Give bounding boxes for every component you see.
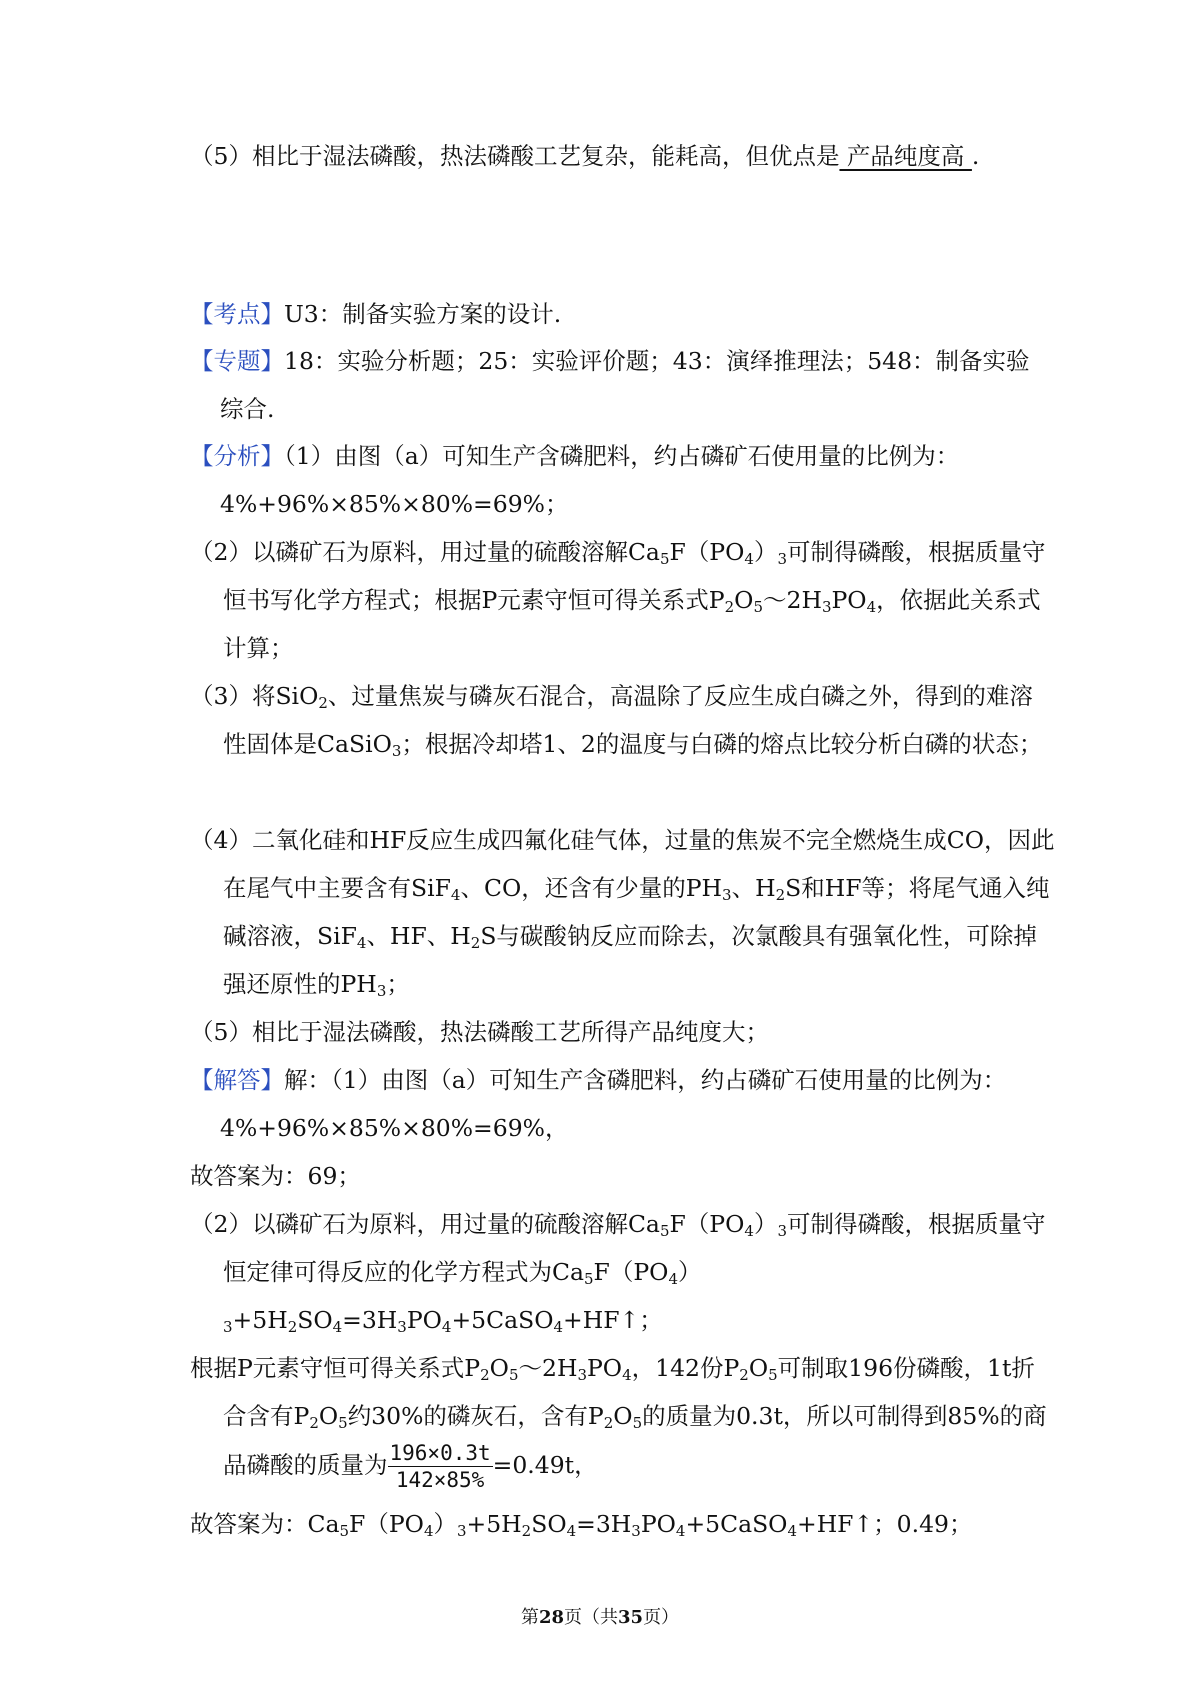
jieda-p3: 根据P元素守恒可得关系式$P_2O_5\sim 2H_3PO_4$，142份$P_2O_5$可制取196份磷酸，1t折合含有$P_2O_5$约30%的磷灰石，含有$P_2O_5$的质量为0.3t，所以可制得到85%的商品磷酸的质量为 $\frac{196\times 0.3t}{142\times 85\%}$ =0.49t， xyxy=(190,1354,1047,1492)
fenxi-p4: （4）二氧化硅和HF反应生成四氟化硅气体，过量的焦炭不完全燃烧生成CO，因此在尾气中主要含有SiF$_4$、CO，还含有少量的$PH_3$、$H_2S$和HF等；将尾气通入纯碱溶液，SiF$_4$、HF、$H_2S$与碳酸钠反应而除去，次氯酸具有强氧化性，可除掉强还原性的$PH_3$； xyxy=(190,826,1055,1000)
fenxi-p2: （2）以磷矿石为原料，用过量的硫酸溶解$Ca_5F(PO_4)_3$可制得磷酸，根据质量守恒书写化学方程式；根据P元素守恒可得关系式$P_2O_5\sim 2H_3PO_4$，依据此关系式计算； xyxy=(190,538,1046,662)
kaodian-tag: 【考点】 xyxy=(190,300,284,328)
jieda-p1: 【解答】解：（1）由图（a）可知生产含磷肥料，约占磷矿石使用量的比例为：4%+96%×85%×80%=69%， xyxy=(190,1066,1007,1142)
jieda-p2: （2）以磷矿石为原料，用过量的硫酸溶解$Ca_5F(PO_4)_3$可制得磷酸，根据质量守恒定律可得反应的化学方程式为$Ca_5F(PO_4)_3+5H_2SO_4=3H_3PO_4+5CaSO_4+HF↑$； xyxy=(190,1210,1046,1336)
jieda-tag: 【解答】 xyxy=(190,1066,284,1094)
zhuanti-tag: 【专题】 xyxy=(190,347,284,375)
fraction-denominator: 142×85% xyxy=(395,1468,485,1492)
page-footer: 第28页（共35页） xyxy=(520,1607,680,1628)
jieda-answer-2: 故答案为：$Ca_5F(PO_4)_3+5H_2SO_4=3H_3PO_4+5CaSO_4+HF↑$；0.49； xyxy=(190,1510,973,1540)
page-total: 35 xyxy=(618,1607,644,1628)
fenxi-tag: 【分析】 xyxy=(190,442,284,470)
fenxi-p1: 【分析】（1）由图（a）可知生产含磷肥料，约占磷矿石使用量的比例为：4%+96%×85%×80%=69%； xyxy=(190,442,960,518)
fraction-numerator: 196×0.3t xyxy=(389,1441,491,1465)
mass-fraction xyxy=(388,1440,493,1493)
fenxi-p3: （3）将SiO$_2$、过量焦炭与磷灰石混合，高温除了反应生成白磷之外，得到的难溶性固体是CaSiO$_3$；根据冷却塔1、2的温度与白磷的熔点比较分析白磷的状态； xyxy=(190,682,1043,760)
answer-blank: 产品纯度高 xyxy=(839,142,972,170)
zhuanti-line: 【专题】18：实验分析题；25：实验评价题；43：演绎推理法；548：制备实验综合. xyxy=(190,347,1030,423)
kaodian-line: 【考点】U3：制备实验方案的设计. xyxy=(190,300,562,328)
fenxi-p5: （5）相比于湿法磷酸，热法磷酸工艺所得产品纯度大； xyxy=(190,1018,769,1046)
question-5: （5）相比于湿法磷酸，热法磷酸工艺复杂，能耗高，但优点是 产品纯度高 . xyxy=(190,142,980,170)
jieda-answer-1: 故答案为：69； xyxy=(190,1162,361,1190)
page-number: 28 xyxy=(538,1607,564,1628)
